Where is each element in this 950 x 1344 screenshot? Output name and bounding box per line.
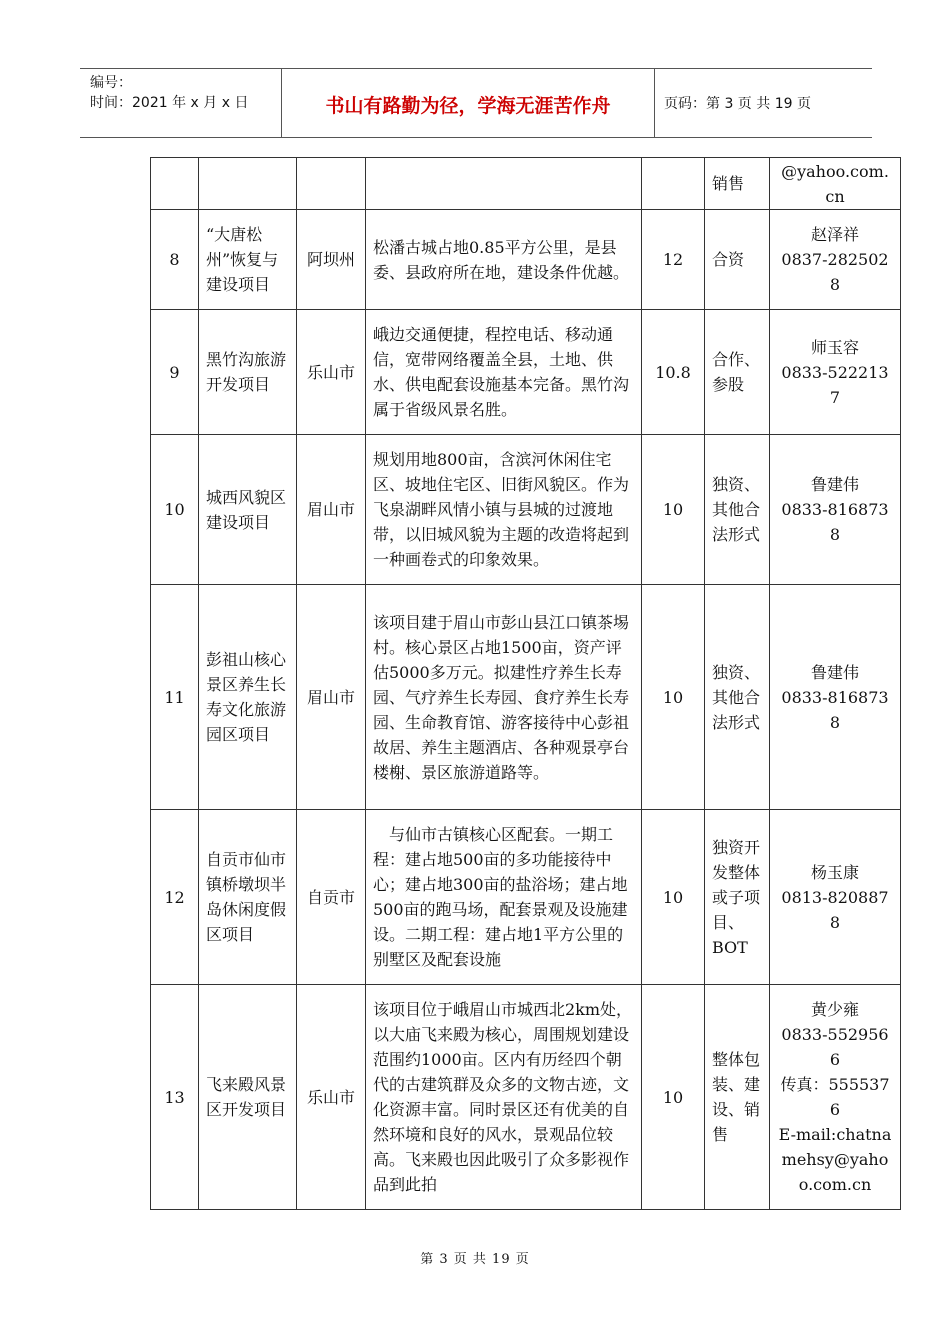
contact-info-text: @yahoo.com.cn — [781, 161, 889, 206]
project-name-cell — [199, 585, 297, 810]
cooperation-mode-text: 独资开发整体或子项目、BOT — [712, 837, 761, 957]
row-number-cell — [151, 435, 199, 585]
project-name-cell — [199, 985, 297, 1210]
city-text: 眉山市 — [306, 500, 355, 519]
city-cell — [297, 985, 366, 1210]
city-text: 眉山市 — [306, 687, 355, 707]
investment-amount-cell — [642, 210, 705, 310]
table-row — [151, 158, 901, 210]
city-cell — [297, 810, 366, 985]
contact-info-text: 鲁建伟 — [810, 475, 859, 494]
cooperation-mode-cell — [705, 158, 770, 210]
investment-amount-text: 10.8 — [655, 362, 691, 382]
header-meta — [90, 73, 248, 113]
project-name-cell — [199, 435, 297, 585]
city-text: 乐山市 — [306, 1087, 355, 1107]
project-name-text: “大唐松州”恢复与建设项目 — [206, 225, 279, 294]
page-header — [80, 68, 872, 138]
project-table — [150, 157, 901, 1210]
cooperation-mode-text: 合资 — [712, 250, 745, 269]
project-name-cell — [199, 210, 297, 310]
header-page-number: 页码：第 3 页 共 19 页 — [664, 96, 811, 112]
header-divider — [654, 69, 655, 137]
investment-amount-cell — [642, 435, 705, 585]
investment-amount-text: 12 — [662, 250, 684, 269]
investment-amount-text: 10 — [662, 887, 684, 907]
cooperation-mode-text: 独资、其他合法形式 — [712, 662, 761, 732]
cooperation-mode-text: 独资、其他合法形式 — [712, 475, 761, 544]
row-number-cell — [151, 158, 199, 210]
contact-info-text: 0833-8168738 — [781, 500, 889, 544]
project-name-text: 自贡市仙市镇桥墩坝半岛休闲度假区项目 — [206, 850, 287, 944]
city-text: 乐山市 — [306, 362, 355, 382]
row-number-text: 10 — [164, 500, 185, 519]
row-number-text: 12 — [164, 887, 185, 907]
city-cell — [297, 585, 366, 810]
contact-info-text: 0837-2825028 — [781, 250, 889, 294]
cooperation-mode-cell — [705, 810, 770, 985]
project-description-cell — [366, 435, 642, 585]
cooperation-mode-text: 整体包装、建设、销售 — [712, 1050, 761, 1144]
row-number-text: 11 — [164, 687, 185, 707]
contact-info-cell — [770, 585, 901, 810]
contact-info-cell — [770, 810, 901, 985]
document-date: 时间：2021 年 x 月 x 日 — [90, 95, 249, 111]
city-cell — [297, 158, 366, 210]
project-description-cell — [366, 210, 642, 310]
project-description-cell — [366, 158, 642, 210]
project-description-text: 规划用地800亩，含滨河休闲住宅区、坡地住宅区、旧街风貌区。作为飞泉湖畔风情小镇与县城的过渡地带，以旧城风貌为主题的改造将起到一种画卷式的印象效果。 — [373, 450, 630, 569]
cooperation-mode-cell — [705, 210, 770, 310]
row-number-text: 13 — [164, 1087, 185, 1107]
project-description-text: 该项目建于眉山市彭山县江口镇茶埸村。核心景区占地1500亩，资产评估5000多万元。拟建性疗养生长寿园、气疗养生长寿园、食疗养生长寿园、生命教育馆、游客接待中心彭祖故居、养生主题酒店、各种观景亭台楼榭、景区旅游道路等。 — [373, 612, 630, 782]
row-number-cell — [151, 810, 199, 985]
investment-amount-text: 10 — [662, 687, 684, 707]
project-name-text: 彭祖山核心景区养生长寿文化旅游园区项目 — [206, 650, 287, 744]
cooperation-mode-cell — [705, 435, 770, 585]
project-name-cell — [199, 810, 297, 985]
project-description-text: 与仙市古镇核心区配套。一期工程：建占地500亩的多功能接待中心；建占地300亩的盐浴场；建占地500亩的跑马场，配套景观及设施建设。二期工程：建占地1平方公里的别墅区及配套设施 — [373, 825, 628, 969]
cooperation-mode-cell — [705, 585, 770, 810]
row-number-cell — [151, 585, 199, 810]
row-number-text: 8 — [169, 250, 180, 269]
contact-info-text: 0833-5529566 — [781, 1025, 889, 1069]
contact-info-cell — [770, 435, 901, 585]
investment-amount-text: 10 — [662, 1087, 684, 1107]
cooperation-mode-text: 合作、参股 — [712, 350, 761, 394]
table-row — [151, 985, 901, 1210]
row-number-cell — [151, 310, 199, 435]
row-number-cell — [151, 210, 199, 310]
project-description-text: 峨边交通便捷，程控电话、移动通信，宽带网络覆盖全县，土地、供水、供电配套设施基本完备。黑竹沟属于省级风景名胜。 — [373, 325, 630, 419]
city-cell — [297, 210, 366, 310]
contact-info-text: 传真：5555376 — [780, 1075, 890, 1119]
city-cell — [297, 310, 366, 435]
contact-info-text: 0833-8168738 — [781, 687, 889, 732]
project-description-cell — [366, 310, 642, 435]
table-row — [151, 435, 901, 585]
cooperation-mode-cell — [705, 985, 770, 1210]
investment-amount-cell — [642, 310, 705, 435]
project-name-cell — [199, 158, 297, 210]
investment-amount-cell — [642, 158, 705, 210]
contact-info-cell — [770, 985, 901, 1210]
project-description-text: 松潘古城占地0.85平方公里，是县委、县政府所在地，建设条件优越。 — [373, 237, 630, 282]
document-number-label: 编号： — [90, 75, 132, 91]
project-name-cell — [199, 310, 297, 435]
cooperation-mode-cell — [705, 310, 770, 435]
contact-info-cell — [770, 210, 901, 310]
table-row — [151, 210, 901, 310]
contact-info-text: 鲁建伟 — [810, 662, 859, 682]
contact-info-text: 0833-5222137 — [781, 362, 889, 407]
table-row — [151, 810, 901, 985]
project-description-cell — [366, 985, 642, 1210]
contact-info-text: 师玉容 — [810, 337, 859, 357]
contact-info-text: 0813-8208878 — [781, 887, 889, 932]
investment-amount-cell — [642, 585, 705, 810]
row-number-text: 9 — [169, 362, 180, 382]
project-table-body — [151, 158, 901, 1210]
table-row — [151, 310, 901, 435]
city-text: 阿坝州 — [306, 250, 355, 269]
investment-amount-text: 10 — [662, 500, 684, 519]
cooperation-mode-text: 销售 — [712, 174, 745, 193]
investment-amount-cell — [642, 810, 705, 985]
project-name-text: 城西风貌区建设项目 — [206, 487, 287, 532]
project-name-text: 飞来殿风景区开发项目 — [206, 1075, 287, 1119]
city-cell — [297, 435, 366, 585]
row-number-cell — [151, 985, 199, 1210]
project-name-text: 黑竹沟旅游开发项目 — [206, 350, 287, 394]
header-motto: 书山有路勤为径，学海无涯苦作舟 — [325, 95, 611, 117]
project-description-text: 该项目位于峨眉山市城西北2km处，以大庙飞来殿为核心，周围规划建设范围约1000亩。区内有历经四个朝代的古建筑群及众多的文物古迹，文化资源丰富。同时景区还有优美的自然环境和良好的风水，景观品位较高。飞来殿也因此吸引了众多影视作品到此拍 — [373, 1000, 633, 1194]
project-description-cell — [366, 585, 642, 810]
investment-amount-cell — [642, 985, 705, 1210]
contact-info-text: E-mail:chatnamehsy@yahoo.com.cn — [778, 1125, 892, 1194]
contact-info-cell — [770, 310, 901, 435]
contact-info-text: 杨玉康 — [810, 862, 859, 882]
contact-info-text: 赵泽祥 — [810, 225, 859, 244]
table-row — [151, 585, 901, 810]
contact-info-text: 黄少雍 — [810, 1000, 859, 1019]
city-text: 自贡市 — [306, 887, 355, 907]
page-footer: 第 3 页 共 19 页 — [420, 1252, 530, 1267]
project-description-cell — [366, 810, 642, 985]
contact-info-cell — [770, 158, 901, 210]
